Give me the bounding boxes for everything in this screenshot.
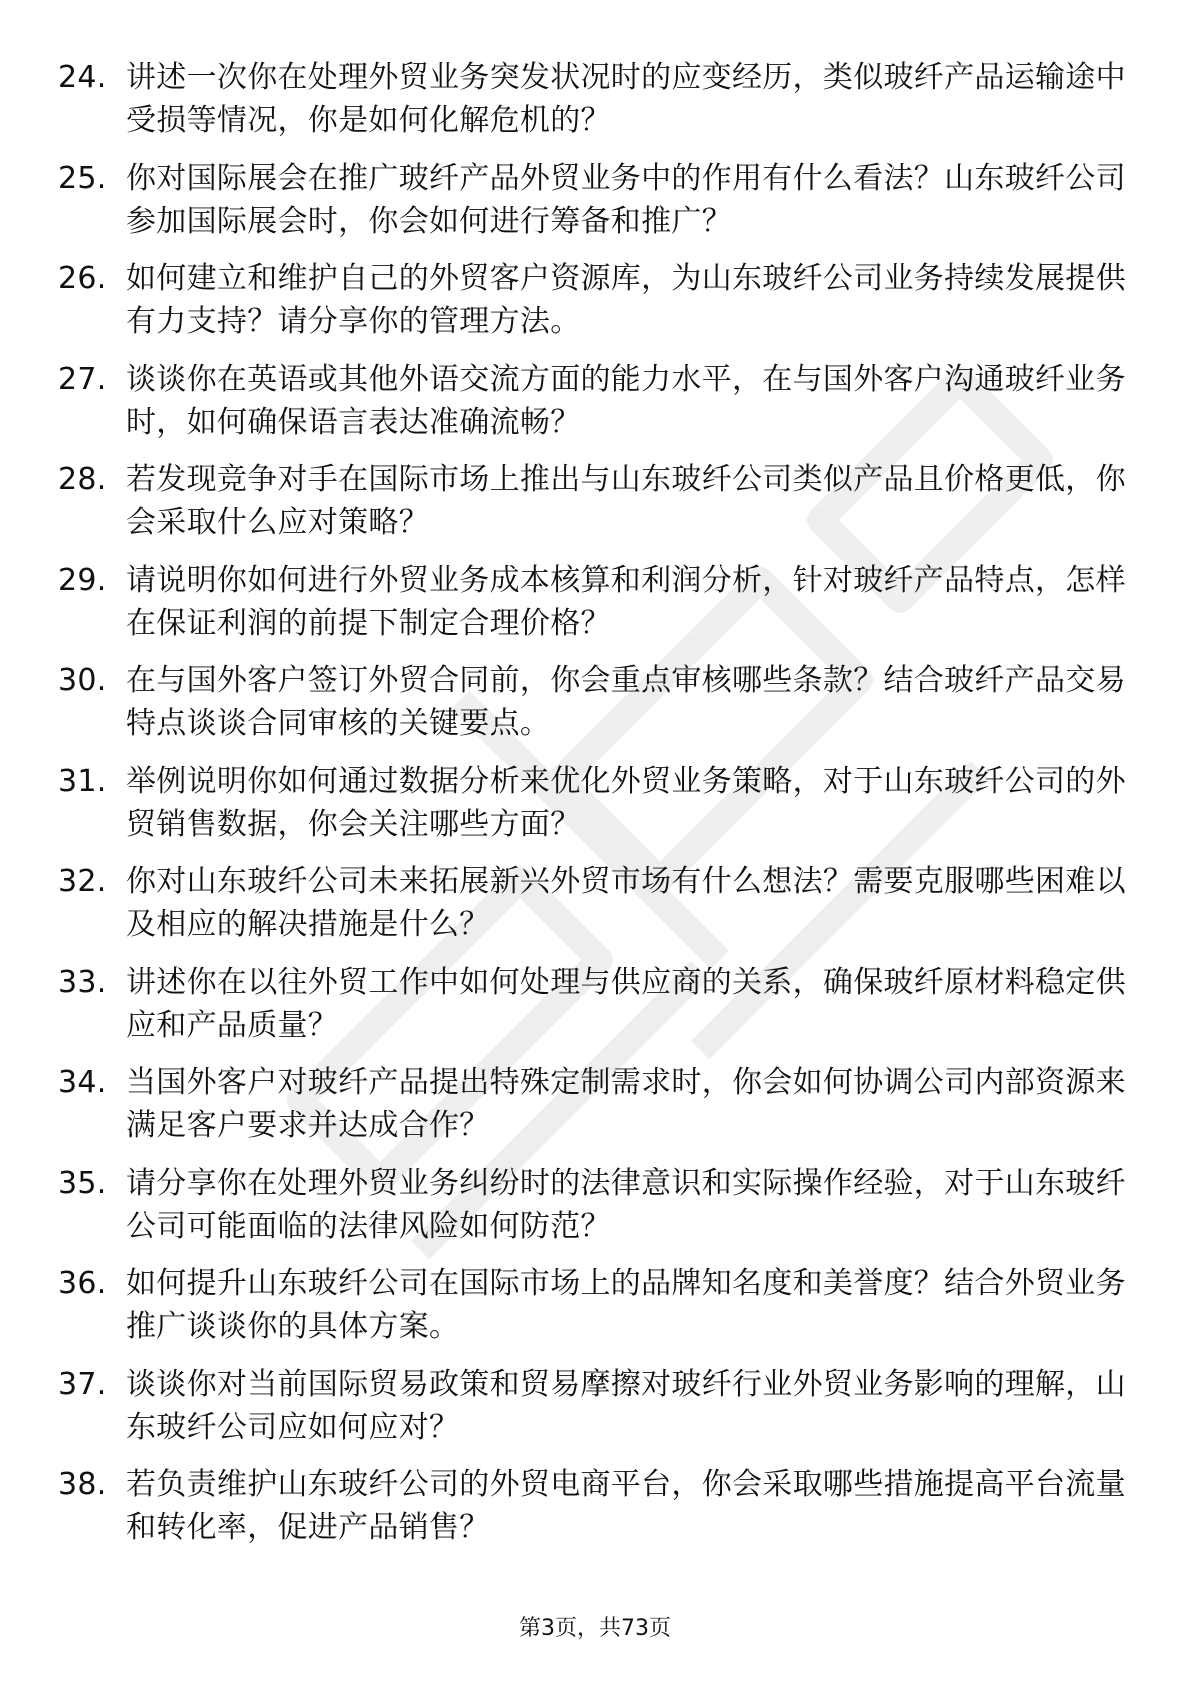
question-text: 如何建立和维护自己的外贸客户资源库，为山东玻纤公司业务持续发展提供有力支持？请分享你的管理方法。 xyxy=(126,261,1126,339)
question-text: 当国外客户对玻纤产品提出特殊定制需求时，你会如何协调公司内部资源来满足客户要求并达成合作？ xyxy=(126,1065,1126,1143)
list-item xyxy=(58,1162,1128,1248)
question-number: 27. xyxy=(58,361,107,397)
question-text: 请分享你在处理外贸业务纠纷时的法律意识和实际操作经验，对于山东玻纤公司可能面临的法律风险如何防范？ xyxy=(126,1165,1126,1244)
list-item xyxy=(58,860,1128,946)
question-number: 37. xyxy=(58,1366,107,1402)
page-footer: 第3页，共73页 xyxy=(519,1616,671,1641)
question-number: 30. xyxy=(58,663,107,698)
list-item xyxy=(58,56,1128,142)
list-item xyxy=(58,358,1128,444)
question-number: 24. xyxy=(58,60,107,95)
question-number: 26. xyxy=(58,261,107,296)
list-item xyxy=(58,1463,1128,1549)
question-number: 38. xyxy=(58,1467,107,1502)
list-item xyxy=(58,659,1128,745)
list-item xyxy=(58,1262,1128,1348)
list-item xyxy=(58,257,1128,343)
question-text: 讲述一次你在处理外贸业务突发状况时的应变经历，类似玻纤产品运输途中受损等情况，你是如何化解危机的？ xyxy=(126,60,1126,138)
question-number: 25. xyxy=(58,160,107,196)
list-item xyxy=(58,1061,1128,1147)
question-text: 如何提升山东玻纤公司在国际市场上的品牌知名度和美誉度？结合外贸业务推广谈谈你的具体方案。 xyxy=(126,1266,1126,1344)
question-number: 35. xyxy=(58,1165,107,1201)
question-number: 29. xyxy=(58,562,107,598)
question-number: 33. xyxy=(58,964,107,1000)
question-text: 你对山东玻纤公司未来拓展新兴外贸市场有什么想法？需要克服哪些困难以及相应的解决措施是什么？ xyxy=(126,864,1126,942)
question-list xyxy=(58,56,1128,1564)
question-text: 讲述你在以往外贸工作中如何处理与供应商的关系，确保玻纤原材料稳定供应和产品质量？ xyxy=(126,964,1126,1043)
list-item xyxy=(58,559,1128,645)
question-text: 若发现竞争对手在国际市场上推出与山东玻纤公司类似产品且价格更低，你会采取什么应对策略？ xyxy=(126,462,1126,540)
list-item xyxy=(58,961,1128,1047)
question-text: 在与国外客户签订外贸合同前，你会重点审核哪些条款？结合玻纤产品交易特点谈谈合同审核的关键要点。 xyxy=(126,663,1126,741)
list-item xyxy=(58,1363,1128,1449)
question-text: 谈谈你在英语或其他外语交流方面的能力水平，在与国外客户沟通玻纤业务时，如何确保语言表达准确流畅？ xyxy=(126,361,1126,440)
question-text: 举例说明你如何通过数据分析来优化外贸业务策略，对于山东玻纤公司的外贸销售数据，你会关注哪些方面？ xyxy=(126,763,1126,842)
question-number: 36. xyxy=(58,1266,107,1301)
question-number: 34. xyxy=(58,1065,107,1100)
question-text: 你对国际展会在推广玻纤产品外贸业务中的作用有什么看法？山东玻纤公司参加国际展会时，你会如何进行筹备和推广？ xyxy=(126,160,1126,239)
question-text: 若负责维护山东玻纤公司的外贸电商平台，你会采取哪些措施提高平台流量和转化率，促进产品销售？ xyxy=(126,1467,1126,1545)
question-number: 28. xyxy=(58,462,107,497)
question-number: 31. xyxy=(58,763,107,799)
question-text: 请说明你如何进行外贸业务成本核算和利润分析，针对玻纤产品特点，怎样在保证利润的前提下制定合理价格？ xyxy=(126,562,1126,641)
question-number: 32. xyxy=(58,864,107,899)
list-item xyxy=(58,760,1128,846)
question-text: 谈谈你对当前国际贸易政策和贸易摩擦对玻纤行业外贸业务影响的理解，山东玻纤公司应如何应对？ xyxy=(126,1366,1126,1445)
list-item xyxy=(58,458,1128,544)
list-item xyxy=(58,157,1128,243)
